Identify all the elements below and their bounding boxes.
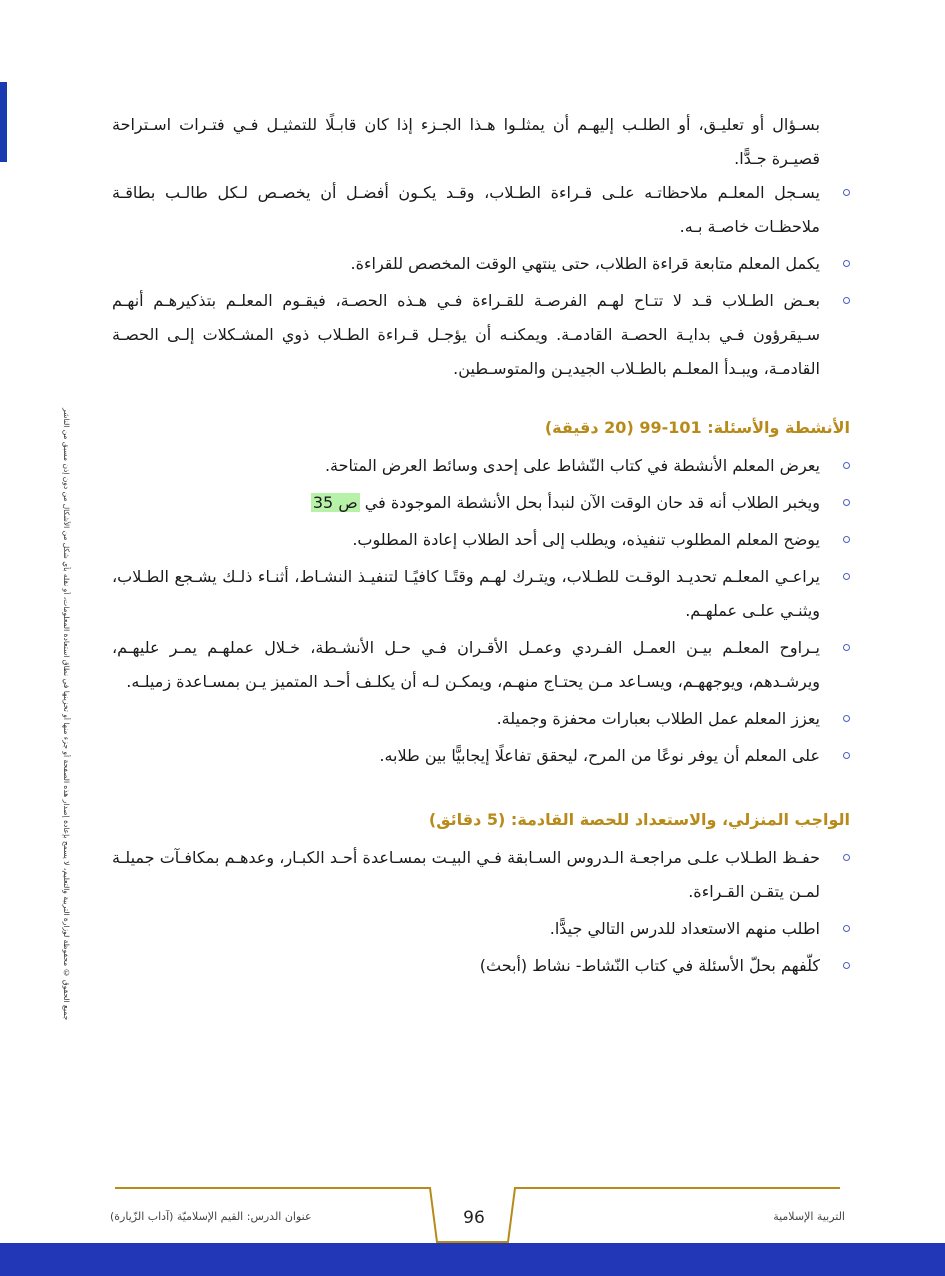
- ring-bullet-icon: [843, 925, 850, 932]
- list-item: حفـظ الطـلاب علـى مراجعـة الـدروس السـابقة فـي البيـت بمسـاعدة أحـد الكبـار، وعدهـم بمكافـآت جميلـة لمـن يتقـن القـراءة.: [112, 841, 850, 909]
- page-content: [112, 108, 850, 986]
- ring-bullet-icon: [843, 536, 850, 543]
- list-item: يسـجل المعلـم ملاحظاتـه علـى قـراءة الطـلاب، وقـد يكـون أفضـل أن يخصـص لـكل طالـب بطاقـة ملاحظـات خاصـة بـه.: [112, 176, 850, 244]
- ring-bullet-icon: [843, 499, 850, 506]
- homework-heading: الواجب المنزلي، والاستعداد للحصة القادمة: (5 دقائق): [428, 810, 850, 829]
- ring-bullet-icon: [843, 752, 850, 759]
- list-item: على المعلم أن يوفر نوعًا من المرح، ليحقق تفاعلًا إيجابيًّا بين طلابه.: [112, 739, 850, 773]
- list-item: كلّفهم بحلّ الأسئلة في كتاب النّشاط- نشاط (أبحث): [112, 949, 850, 983]
- list-item: يكمل المعلم متابعة قراءة الطلاب، حتى ينتهي الوقت المخصص للقراءة.: [112, 247, 850, 281]
- ring-bullet-icon: [843, 297, 850, 304]
- ring-bullet-icon: [843, 715, 850, 722]
- homework-bullets: [112, 841, 850, 983]
- list-item: يـراوح المعلـم بيـن العمـل الفـردي وعمـل الأقـران فـي حـل الأنشـطة، خـلال عملهـم يمـر عليهـم، ويرشـدهم، ويوجههـم، ويسـاعد مـن يحتـاج منهـم، ويمكـن لـه أن يكلـف أحـد المتميز يـن بمسـاعدة زميلـه.: [112, 631, 850, 699]
- left-edge-tab: [0, 82, 7, 162]
- footer-subject: التربية الإسلامية: [773, 1210, 845, 1223]
- ring-bullet-icon: [843, 260, 850, 267]
- ring-bullet-icon: [843, 189, 850, 196]
- list-item: يراعـي المعلـم تحديـد الوقـت للطـلاب، ويتـرك لهـم وقتًـا كافيًـا لتنفيـذ النشـاط، أثنـاء ذلـك يشـجع الطـلاب، ويثنـي علـى عملهـم.: [112, 560, 850, 628]
- page-number: 96: [463, 1208, 485, 1228]
- ring-bullet-icon: [843, 573, 850, 580]
- list-item: يعرض المعلم الأنشطة في كتاب النّشاط على إحدى وسائط العرض المتاحة.: [112, 449, 850, 483]
- ring-bullet-icon: [843, 462, 850, 469]
- list-item: ويخبر الطلاب أنه قد حان الوقت الآن لنبدأ بحل الأنشطة الموجودة في ص 35: [112, 486, 850, 520]
- page-reference-highlight: ص 35: [312, 493, 358, 512]
- list-item: يعزز المعلم عمل الطلاب بعبارات محفزة وجميلة.: [112, 702, 850, 736]
- activities-heading: الأنشطة والأسئلة: 101-99 (20 دقيقة): [544, 418, 850, 437]
- list-item: يوضح المعلم المطلوب تنفيذه، ويطلب إلى أحد الطلاب إعادة المطلوب.: [112, 523, 850, 557]
- bottom-brand-bar: [0, 1243, 945, 1276]
- list-item: بعـض الطـلاب قـد لا تتـاح لهـم الفرصـة للقـراءة فـي هـذه الحصـة، فيقـوم المعلـم بتذكيرهـم أنهـم سـيقرؤون فـي بدايـة الحصـة القادمـة. ويمكنـه أن يؤجـل قـراءة الطـلاب ذوي المشـكلات إلـى الحصـة القادمـة، ويبـدأ المعلـم بالطـلاب الجيديـن والمتوسـطين.: [112, 284, 850, 386]
- activities-bullets: [112, 449, 850, 773]
- ring-bullet-icon: [843, 854, 850, 861]
- list-item: اطلب منهم الاستعداد للدرس التالي جيدًّا.: [112, 912, 850, 946]
- copyright-side-note: جميع الحقوق © محفوظة لوزارة التربية والتعليم، لا يسمح بإعادة إصدار هذه الصفحة أو جزء منها أو تخزينها في نطاق استعادة المعلومات، أو نقله بأي شكل من الأشكال من دون إذن مسبق من الناشر: [62, 407, 71, 1020]
- footer-lesson-title: عنوان الدرس: القيم الإسلاميّة (آداب الزّيارة): [110, 1210, 312, 1223]
- ring-bullet-icon: [843, 644, 850, 651]
- ring-bullet-icon: [843, 962, 850, 969]
- intro-paragraph: بسـؤال أو تعليـق، أو الطلـب إليهـم أن يمثلـوا هـذا الجـزء إذا كان قابـلًا للتمثيـل فـي فتـرات اسـتراحة قصيـرة جـدًّا.: [112, 115, 820, 168]
- reading-bullets: [112, 176, 850, 386]
